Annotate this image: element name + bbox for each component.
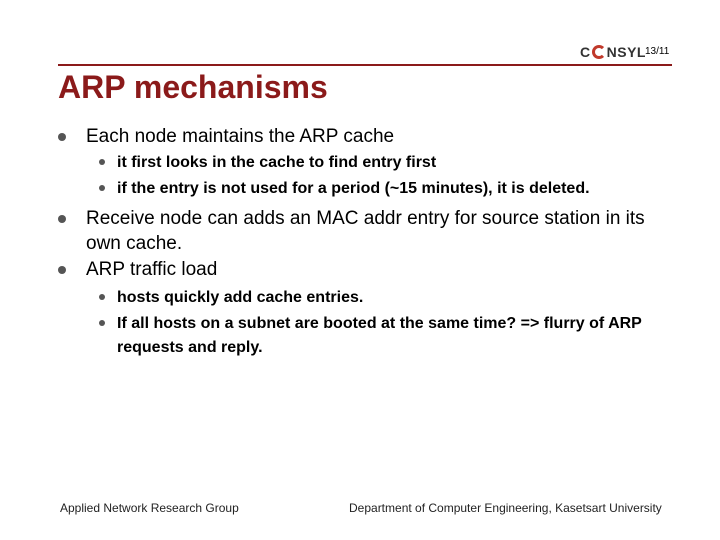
sub-bullet-item: hosts quickly add cache entries. <box>117 286 662 310</box>
bullet-item: ARP traffic load <box>86 257 646 282</box>
consyl-logo <box>580 44 646 60</box>
slide-title: ARP mechanisms <box>58 69 328 105</box>
logo-text-c: C <box>580 44 591 60</box>
sub-bullet-item: it first looks in the cache to find entry first <box>117 151 662 175</box>
bullet-item: Receive node can adds an MAC addr entry for source station in its own cache. <box>86 208 645 254</box>
bullet-item: Each node maintains the ARP cache <box>86 124 646 149</box>
footer-right: Department of Computer Engineering, Kasetsart University <box>349 501 662 515</box>
title-rule <box>58 64 672 66</box>
sub-bullet-item: if the entry is not used for a period (~15 minutes), it is deleted. <box>117 177 662 201</box>
logo-text-rest: NSYL <box>606 44 646 60</box>
sub-bullet-item: If all hosts on a subnet are booted at the same time? => flurry of ARP requests and reply. <box>117 312 662 360</box>
footer-left: Applied Network Research Group <box>60 501 239 515</box>
logo-swirl-icon <box>592 45 606 59</box>
page-number: 13/11 <box>645 46 670 57</box>
